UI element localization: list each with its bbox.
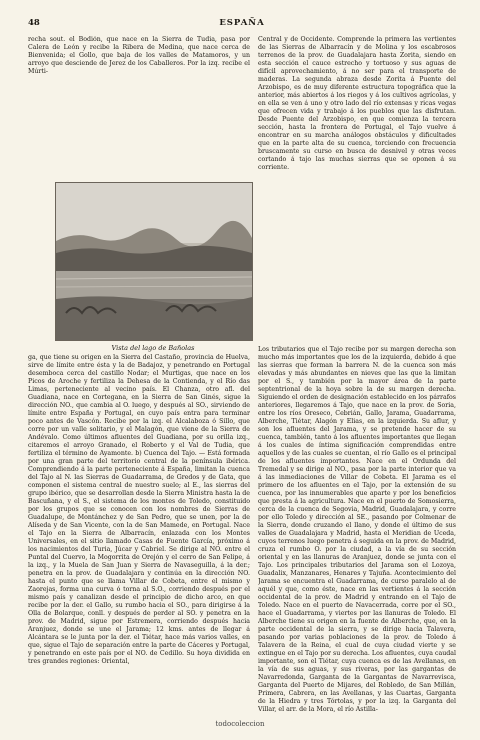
lake-landscape-illustration <box>56 183 252 340</box>
page-header <box>28 18 456 32</box>
watermark: todocoleccion <box>215 720 265 728</box>
paragraph: recha sout. el Bodión, que nace en la Sierra de Tudia, pasa por Calera de León y recibe la Ribera de Medina, que nace cerca de Bienvenida; el Gollo, que baja de los valles de Matamoros, y un arroyo que desciende de Jerez de los Caballeros. Por la izq. recibe el Múrti- <box>28 36 250 75</box>
page-number: 48 <box>28 18 40 28</box>
text-column-left-bottom <box>28 354 250 718</box>
paragraph: ga, que tiene su origen en la Sierra del Castaño, provincia de Huelva, sirve de límite entre ésta y la de Badajoz, y penetrando en Portugal desemboca cerca del castillo Nodar; el Murtigas, que nace en los Picos de Aroche y fertiliza la Dehesa de la Contienda, y el Río das Limas, perteneciente al vecino país. El Chanza, otro afl. del Guadiana, nace en Cortegana, en la Sierra de San Ginés, sigue la dirección NO., que cambia al O. luego, y después al SO., sirviendo de límite entre España y Portugal, en cuyo país entra para terminar poco antes de Vascón. Recibe por la izq. el Alcalaboza ó Sillo, que corre por un valle solitario, y el Malagón, que viene de la Sierra de Andévalo. Como últimos afluentes del Guadiana, por su orilla izq., citaremos el arroyo Granado, el Roberto y el Val de Tudia, que fertiliza el término de Ayamonte. b) Cuenca del Tajo. — Está formada por una gran parte del territorio central de la península ibérica. Comprendiendo á la parte perteneciente á España, limitan la cuenca del Tajo al N. las Sierras de Guadarrama, de Gredos y de Gata, que componen el sistema central de nuestro suelo; al E., las sierras del grupo ibérico, que se desarrollan desde la Sierra Ministra hasta la de Bascuñana, y el S., el sistema de los montes de Toledo, constituido por los grupos que se conocen con los nombres de Sierras de Guadalupe, de Montánchez y de San Pedro, que se unen, por la de Alíseda y de San Vicente, con la de San Mamede, en Portugal. Nace el Tajo en la Sierra de Albarracín, enlazada con los Montes Universales, en el sitio llamado Casas de Fuente García, próximo á los nacimientos del Turia, Júcar y Cabriel. Se dirige al NO. entre el Puntal del Cuervo, la Mogorrita de Orejón y el cerro de San Felipe, á la izq., y la Muela de San Juan y Sierra de Navaseguilla, á la der.; penetra en la prov. de Guadalajara y continúa en la dirección NO. hasta el punto que se llama Villar de Cobeta, entre el mismo y Zaorejas, forma una curva ó torna al S.O., corriendo después por el mismo país y canalizan desde el principio de dicho arco, en que recibe por la der. el Gallo, su rumbo hacia el SO., para dirigirse á la Olla de Bolarque, conll. y después de perder al SO. y penetra en la prov. de Madrid, sigue por Estremera, corriendo después hacia Aranjuez, donde se une el Jarama; 12 kms. antes de llegar á Alcántara se le junta por la der. el Tiétar, hace más varios valles, en que, sigue el Tajo de separación entre la parte de Cáceres y Portugal, y penetrando en este país por el NO. de Cedillo. Su hoya dividida en tres grandes regiones: Oriental, <box>28 354 250 665</box>
text-column-left-top <box>28 36 250 176</box>
figure-caption: Vista del lago de Bañolas <box>111 344 195 352</box>
text-column-right-top <box>258 36 456 340</box>
lake-photograph <box>55 182 253 341</box>
page-title: ESPAÑA <box>219 18 265 28</box>
text-column-right-bottom <box>258 346 456 718</box>
paragraph: Central y de Occidente. Comprende la primera las vertientes de las Sierras de Albarracín y de Molina y los escabrosos terrenos de la prov. de Guadalajara hasta Zorita, siendo en esta sección el cauce estrecho y tortuoso y sus aguas de difícil aprovechamiento, á no ser para el transporte de maderas. La segunda abraza desde Zorita á Puente del Arzobispo, es de muy diferente estructura topográfica que la anterior, más abiertos á los riegos y á los cultivos agrícolas, y en ella se ven á uno y otro lado del río extensas y ricas vegas que ofrecen vida y trabajo á los pueblos que las disfrutan. Desde Puente del Arzobispo, en que comienza la tercera sección, hasta la frontera de Portugal, el Tajo vuelve á encontrar en su marcha análogos obstáculos y dificultades que en la parte alta de su cuenca, torciendo con frecuencia bruscamente su curso en busca de desnivel y otras veces cortando á tajo las muchas sierras que se oponen á su corriente. <box>258 36 456 171</box>
paragraph: Los tributarios que el Tajo recibe por su margen derecha son mucho más importantes que los de la izquierda, debido á que las sierras que forman la barrera N. de la cuenca son más elevadas y más abundantes en nieves que las que la limitan por el S., y también por la mayor área de la parte septentrional de la hoya sobre la de su margen derecha. Siguiendo el orden de designación establecido en los párrafos anteriores, llegaremos á Tajo, que nace en la prov. de Soria, entre los ríos Oreseco, Cebrián, Gallo, Jarama, Guadarrama, Alberche, Tiétar, Alagón y Elias, en la izquierda. Su aflur, y son los afluentes del Jarama, y se pretende hacer de su cuenca, también, tanto á los afluentes importantes que llegan á los cuales de íntima significación comprendidas entre aquellos y de las cuales se cuentan, el río Gallo es el principal de los afluentes importantes. Nace en el Ordunda del Tremedal y se dirige al NO., pasa por la parte interior que va á las inmediaciones de Villar de Cobeta. El Jarama es el primero de los afluentes en el Tajo, por la extensión de su cuenca, por las innumerables que aparte y por los beneficios que presta á la agricultura. Nace en el puerto de Somosierra, cerca de la cuenca de Segovia, Madrid, Guadalajara, y corre por ello Toledo y dirección al SE., pasando por Colmenar de la Sierra, donde cruzando el llano, y donde el último de sus valles de Guadalajara y Madrid, hasta el Meridian de Uceda, cuyos terrenos luego penetra á seguida en la prov. de Madrid, cruza el rumbo O. por la ciudad, a la vía de su sección oriental y en las llanuras de Aranjuez, donde se junta con el Tajo. Los principales tributarios del Jarama son el Lozoya, Guadalix, Manzanares, Henares y Tajuña. Acontecimiento del Jarama se encuentra el Guadarrama, de curso paralelo al de aquél y que, como éste, nace en las vertientes á la sección occidental de la prov. de Madrid y entrando en el Tajo de Toledo. Nace en el puerto de Navacerrada, corre por el SO., hace el Guadarrama, y viertes por las llanuras de Toledo. El Alberche tiene su origen en la fuente de Alberche, que, en la parte occidental de la sierra, y se dirige hacia Talavera, pasando por varias poblaciones de la prov. de Toledo á Talavera de la Reina, el cual de cuya ciudad vierte y se extingue en el Tajo por su derecha. Los afluentes, cuya caudal importante, son el Tiétar, cuya cuenca es de las Avellanas, en la vía de sus aguas, y sus riveras, por las gargantas de Navarredonda, Garganta de la Gargantas de Navarrevisca, Garganta del Puerto de Mijares, del Robledo, de San Millán, Primera, Cabrera, en las Avellanas, y las Cuartas, Garganta de la Hiedra y tres Tórtolas, y por la izq. la Garganta del Villar, el arr. de la Mora, el río Astilla- <box>258 346 456 713</box>
